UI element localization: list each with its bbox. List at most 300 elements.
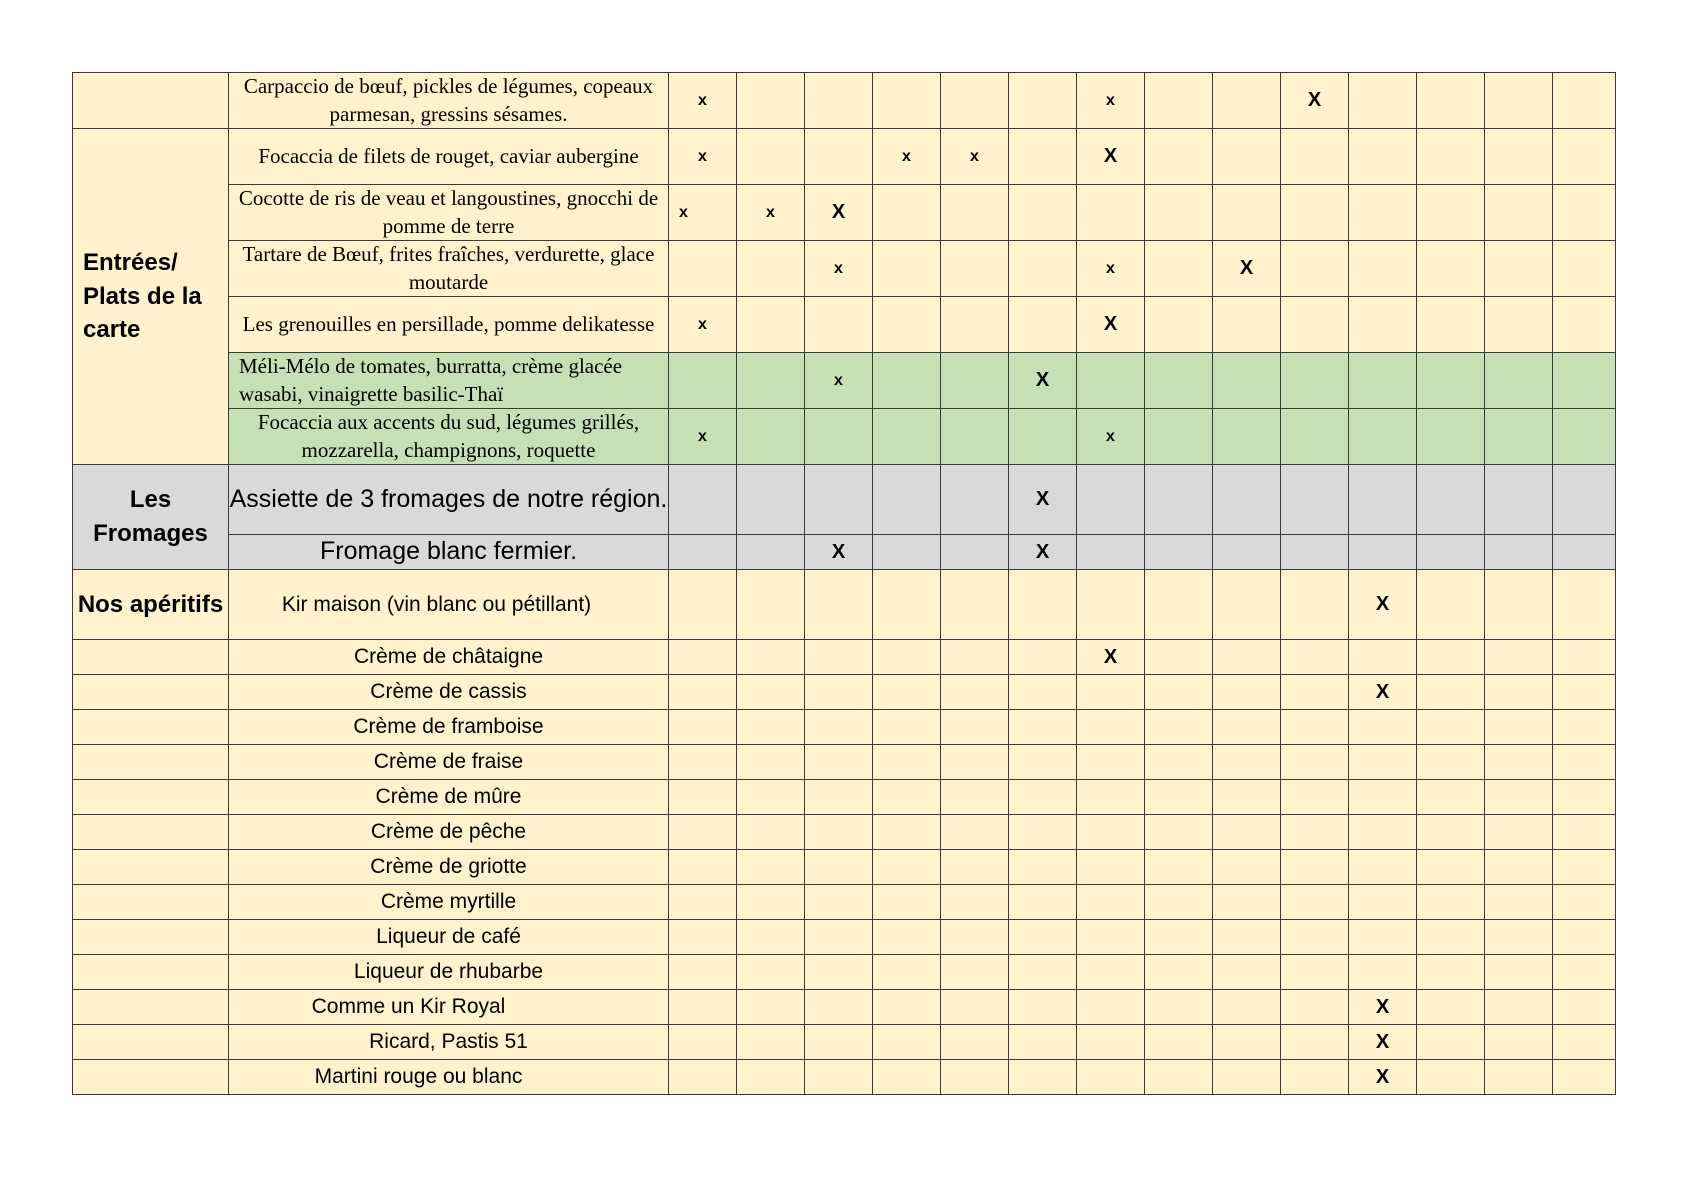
allergen-cell-empty xyxy=(1485,745,1553,780)
allergen-cell-empty xyxy=(737,920,805,955)
allergen-cell-empty xyxy=(805,780,873,815)
allergen-cell-empty xyxy=(1281,815,1349,850)
allergen-cell-empty xyxy=(1281,955,1349,990)
allergen-cell-empty xyxy=(737,465,805,535)
allergen-mark: x xyxy=(669,409,737,465)
dish-label: Crème de pêche xyxy=(229,815,669,850)
allergen-cell-empty xyxy=(1077,1060,1145,1095)
table-row xyxy=(73,241,1616,297)
allergen-cell-empty xyxy=(1281,640,1349,675)
allergen-cell-empty xyxy=(1553,73,1616,129)
allergen-cell-empty xyxy=(1145,885,1213,920)
dish-label: Tartare de Bœuf, frites fraîches, verdurette, glace moutarde xyxy=(229,241,669,297)
allergen-mark: X xyxy=(805,535,873,570)
allergen-cell-empty xyxy=(941,675,1009,710)
allergen-cell-empty xyxy=(1349,241,1417,297)
allergen-cell-empty xyxy=(1485,185,1553,241)
allergen-mark: x xyxy=(1077,73,1145,129)
allergen-cell-empty xyxy=(1349,353,1417,409)
allergen-cell-empty xyxy=(1009,1060,1077,1095)
allergen-mark: X xyxy=(805,185,873,241)
allergen-cell-empty xyxy=(737,1060,805,1095)
allergen-cell-empty xyxy=(1213,920,1281,955)
allergen-cell-empty xyxy=(805,955,873,990)
allergen-cell-empty xyxy=(941,780,1009,815)
allergen-mark: x xyxy=(941,129,1009,185)
allergen-mark: x xyxy=(669,185,737,241)
dish-label: Cocotte de ris de veau et langoustines, gnocchi de pomme de terre xyxy=(229,185,669,241)
dish-label: Crème myrtille xyxy=(229,885,669,920)
allergen-cell-empty xyxy=(941,465,1009,535)
table-row xyxy=(73,885,1616,920)
allergen-cell-empty xyxy=(873,955,941,990)
table-row xyxy=(73,185,1616,241)
allergen-cell-empty xyxy=(941,409,1009,465)
category-cell-empty xyxy=(73,675,229,710)
allergen-mark: X xyxy=(1009,353,1077,409)
allergen-cell-empty xyxy=(669,745,737,780)
allergen-cell-empty xyxy=(1485,710,1553,745)
allergen-cell-empty xyxy=(1213,185,1281,241)
allergen-cell-empty xyxy=(1009,640,1077,675)
allergen-cell-empty xyxy=(805,920,873,955)
allergen-cell-empty xyxy=(1417,815,1485,850)
table-row xyxy=(73,570,1616,640)
allergen-cell-empty xyxy=(669,885,737,920)
allergen-cell-empty xyxy=(1281,745,1349,780)
allergen-cell-empty xyxy=(1417,465,1485,535)
allergen-cell-empty xyxy=(1349,297,1417,353)
allergen-cell-empty xyxy=(1485,73,1553,129)
allergen-cell-empty xyxy=(1145,710,1213,745)
allergen-cell-empty xyxy=(1485,955,1553,990)
allergen-cell-empty xyxy=(669,955,737,990)
allergen-cell-empty xyxy=(1077,780,1145,815)
allergen-cell-empty xyxy=(1281,920,1349,955)
dish-label: Crème de châtaigne xyxy=(229,640,669,675)
dish-label xyxy=(229,990,669,1025)
allergen-cell-empty xyxy=(1213,990,1281,1025)
allergen-cell-empty xyxy=(1213,1025,1281,1060)
allergen-cell-empty xyxy=(1485,535,1553,570)
category-cell-empty xyxy=(73,710,229,745)
table-row xyxy=(73,815,1616,850)
allergen-cell-empty xyxy=(1145,640,1213,675)
allergen-cell-empty xyxy=(873,353,941,409)
table-row xyxy=(73,955,1616,990)
category-entrees: Entrées/ Plats de la carte xyxy=(73,129,229,465)
allergen-cell-empty xyxy=(1281,535,1349,570)
allergen-mark: x xyxy=(873,129,941,185)
category-cell-empty xyxy=(73,73,229,129)
allergen-cell-empty xyxy=(1553,570,1616,640)
category-cell-empty xyxy=(73,990,229,1025)
allergen-cell-empty xyxy=(941,353,1009,409)
allergen-cell-empty xyxy=(1553,1060,1616,1095)
allergen-cell-empty xyxy=(1553,885,1616,920)
table-row xyxy=(73,1060,1616,1095)
allergen-cell-empty xyxy=(873,885,941,920)
allergen-mark: x xyxy=(1077,241,1145,297)
allergen-cell-empty xyxy=(941,535,1009,570)
dish-label: Focaccia aux accents du sud, légumes grillés, mozzarella, champignons, roquette xyxy=(229,409,669,465)
allergen-mark: x xyxy=(1077,409,1145,465)
allergen-cell-empty xyxy=(1213,745,1281,780)
allergen-cell-empty xyxy=(669,990,737,1025)
allergen-cell-empty xyxy=(737,535,805,570)
dish-label: Les grenouilles en persillade, pomme delikatesse xyxy=(229,297,669,353)
allergen-mark: X xyxy=(1077,129,1145,185)
allergen-cell-empty xyxy=(669,710,737,745)
dish-label: Carpaccio de bœuf, pickles de légumes, copeaux parmesan, gressins sésames. xyxy=(229,73,669,129)
allergen-cell-empty xyxy=(1417,73,1485,129)
allergen-cell-empty xyxy=(1417,1060,1485,1095)
allergen-cell-empty xyxy=(1145,129,1213,185)
dish-label: Crème de cassis xyxy=(229,675,669,710)
allergen-cell-empty xyxy=(1281,885,1349,920)
allergen-cell-empty xyxy=(873,1060,941,1095)
allergen-cell-empty xyxy=(1145,353,1213,409)
dish-label: Assiette de 3 fromages de notre région. xyxy=(229,465,669,535)
allergen-cell-empty xyxy=(873,815,941,850)
allergen-cell-empty xyxy=(1553,640,1616,675)
allergen-cell-empty xyxy=(1213,780,1281,815)
allergen-cell-empty xyxy=(737,353,805,409)
allergen-cell-empty xyxy=(1145,185,1213,241)
allergen-mark: X xyxy=(1077,640,1145,675)
allergen-cell-empty xyxy=(1213,955,1281,990)
allergen-cell-empty xyxy=(669,353,737,409)
allergen-cell-empty xyxy=(1485,409,1553,465)
allergen-mark: X xyxy=(1349,570,1417,640)
allergen-cell-empty xyxy=(873,570,941,640)
allergen-cell-empty xyxy=(737,640,805,675)
allergen-cell-empty xyxy=(1349,409,1417,465)
allergen-cell-empty xyxy=(873,465,941,535)
allergen-cell-empty xyxy=(1281,710,1349,745)
allergen-cell-empty xyxy=(737,570,805,640)
allergen-cell-empty xyxy=(1417,675,1485,710)
allergen-cell-empty xyxy=(1553,297,1616,353)
allergen-cell-empty xyxy=(1213,675,1281,710)
allergen-cell-empty xyxy=(1553,129,1616,185)
dish-label: Fromage blanc fermier. xyxy=(229,535,669,570)
allergen-cell-empty xyxy=(941,185,1009,241)
allergen-cell-empty xyxy=(941,1025,1009,1060)
allergen-cell-empty xyxy=(1281,465,1349,535)
allergen-cell-empty xyxy=(873,73,941,129)
allergen-cell-empty xyxy=(1417,241,1485,297)
allergen-cell-empty xyxy=(1281,850,1349,885)
allergen-cell-empty xyxy=(1077,745,1145,780)
allergen-cell-empty xyxy=(941,885,1009,920)
allergen-mark: X xyxy=(1349,1060,1417,1095)
allergen-cell-empty xyxy=(805,850,873,885)
allergen-cell-empty xyxy=(1281,1025,1349,1060)
allergen-cell-empty xyxy=(805,885,873,920)
allergen-cell-empty xyxy=(1009,241,1077,297)
allergen-cell-empty xyxy=(669,640,737,675)
allergen-cell-empty xyxy=(1417,850,1485,885)
allergen-cell-empty xyxy=(737,73,805,129)
allergen-mark: x xyxy=(669,297,737,353)
allergen-cell-empty xyxy=(941,241,1009,297)
dish-label: Crème de griotte xyxy=(229,850,669,885)
dish-label: Focaccia de filets de rouget, caviar aubergine xyxy=(229,129,669,185)
allergen-cell-empty xyxy=(873,920,941,955)
allergen-cell-empty xyxy=(737,850,805,885)
allergen-cell-empty xyxy=(1485,1060,1553,1095)
category-cell-empty xyxy=(73,955,229,990)
allergen-cell-empty xyxy=(1145,920,1213,955)
allergen-cell-empty xyxy=(1485,990,1553,1025)
allergen-cell-empty xyxy=(1349,129,1417,185)
allergen-table xyxy=(72,72,1616,1095)
allergen-cell-empty xyxy=(1417,297,1485,353)
allergen-cell-empty xyxy=(1145,1025,1213,1060)
allergen-cell-empty xyxy=(1009,297,1077,353)
table-row xyxy=(73,73,1616,129)
allergen-cell-empty xyxy=(941,745,1009,780)
allergen-cell-empty xyxy=(1213,710,1281,745)
allergen-cell-empty xyxy=(1485,815,1553,850)
allergen-cell-empty xyxy=(1417,990,1485,1025)
allergen-cell-empty xyxy=(805,990,873,1025)
allergen-cell-empty xyxy=(1553,675,1616,710)
allergen-cell-empty xyxy=(737,885,805,920)
allergen-cell-empty xyxy=(1417,535,1485,570)
allergen-cell-empty xyxy=(1349,850,1417,885)
allergen-cell-empty xyxy=(1281,570,1349,640)
allergen-cell-empty xyxy=(669,920,737,955)
dish-label: Liqueur de café xyxy=(229,920,669,955)
category-cell-empty xyxy=(73,850,229,885)
allergen-cell-empty xyxy=(1281,990,1349,1025)
allergen-cell-empty xyxy=(1485,850,1553,885)
allergen-cell-empty xyxy=(1213,73,1281,129)
allergen-cell-empty xyxy=(1009,850,1077,885)
allergen-cell-empty xyxy=(1417,710,1485,745)
allergen-cell-empty xyxy=(1417,885,1485,920)
allergen-cell-empty xyxy=(1553,185,1616,241)
dish-label-text: Comme un Kir Royal xyxy=(311,995,506,1018)
allergen-cell-empty xyxy=(805,745,873,780)
table-row xyxy=(73,640,1616,675)
allergen-cell-empty xyxy=(1145,1060,1213,1095)
allergen-mark: X xyxy=(1349,990,1417,1025)
allergen-cell-empty xyxy=(1145,675,1213,710)
allergen-cell-empty xyxy=(669,815,737,850)
allergen-cell-empty xyxy=(669,241,737,297)
category-cell-empty xyxy=(73,780,229,815)
allergen-cell-empty xyxy=(1077,675,1145,710)
allergen-cell-empty xyxy=(1485,885,1553,920)
allergen-cell-empty xyxy=(1077,850,1145,885)
allergen-cell-empty xyxy=(805,815,873,850)
allergen-cell-empty xyxy=(1077,920,1145,955)
allergen-cell-empty xyxy=(1145,815,1213,850)
allergen-cell-empty xyxy=(1145,850,1213,885)
allergen-cell-empty xyxy=(1145,780,1213,815)
allergen-cell-empty xyxy=(1349,465,1417,535)
allergen-cell-empty xyxy=(873,409,941,465)
allergen-cell-empty xyxy=(1417,570,1485,640)
allergen-cell-empty xyxy=(1553,990,1616,1025)
allergen-cell-empty xyxy=(1281,185,1349,241)
category-cell-empty xyxy=(73,920,229,955)
allergen-mark: X xyxy=(1077,297,1145,353)
allergen-cell-empty xyxy=(1009,73,1077,129)
allergen-cell-empty xyxy=(1553,465,1616,535)
category-aperitifs: Nos apéritifs xyxy=(73,570,229,640)
allergen-mark: x xyxy=(805,241,873,297)
allergen-cell-empty xyxy=(941,850,1009,885)
allergen-cell-empty xyxy=(1077,990,1145,1025)
allergen-cell-empty xyxy=(1553,535,1616,570)
allergen-cell-empty xyxy=(1553,353,1616,409)
allergen-cell-empty xyxy=(1281,675,1349,710)
allergen-cell-empty xyxy=(805,675,873,710)
allergen-cell-empty xyxy=(1485,780,1553,815)
allergen-cell-empty xyxy=(805,710,873,745)
allergen-cell-empty xyxy=(1009,710,1077,745)
allergen-cell-empty xyxy=(1349,955,1417,990)
allergen-cell-empty xyxy=(941,297,1009,353)
allergen-cell-empty xyxy=(1077,710,1145,745)
allergen-cell-empty xyxy=(1213,850,1281,885)
allergen-cell-empty xyxy=(737,990,805,1025)
dish-label xyxy=(229,1060,669,1095)
allergen-cell-empty xyxy=(805,640,873,675)
dish-label-text: Kir maison (vin blanc ou pétillant) xyxy=(281,592,592,616)
category-fromages: Les Fromages xyxy=(73,465,229,570)
allergen-cell-empty xyxy=(1145,535,1213,570)
allergen-cell-empty xyxy=(1349,185,1417,241)
allergen-cell-empty xyxy=(1485,297,1553,353)
allergen-cell-empty xyxy=(1213,885,1281,920)
allergen-cell-empty xyxy=(1009,955,1077,990)
allergen-cell-empty xyxy=(1485,465,1553,535)
allergen-cell-empty xyxy=(1077,570,1145,640)
allergen-cell-empty xyxy=(1417,1025,1485,1060)
allergen-cell-empty xyxy=(1213,815,1281,850)
category-cell-empty xyxy=(73,1025,229,1060)
allergen-cell-empty xyxy=(1009,815,1077,850)
allergen-cell-empty xyxy=(1485,675,1553,710)
allergen-cell-empty xyxy=(1417,185,1485,241)
allergen-cell-empty xyxy=(1281,241,1349,297)
allergen-mark: X xyxy=(1349,1025,1417,1060)
allergen-cell-empty xyxy=(873,780,941,815)
allergen-cell-empty xyxy=(1077,815,1145,850)
allergen-mark: X xyxy=(1213,241,1281,297)
allergen-cell-empty xyxy=(1145,570,1213,640)
allergen-cell-empty xyxy=(873,241,941,297)
table-row xyxy=(73,745,1616,780)
allergen-cell-empty xyxy=(1417,745,1485,780)
allergen-cell-empty xyxy=(1281,409,1349,465)
dish-label-text: Martini rouge ou blanc xyxy=(314,1065,523,1088)
allergen-cell-empty xyxy=(873,185,941,241)
allergen-cell-empty xyxy=(941,1060,1009,1095)
allergen-cell-empty xyxy=(805,570,873,640)
allergen-cell-empty xyxy=(1213,465,1281,535)
allergen-cell-empty xyxy=(1553,241,1616,297)
table-row xyxy=(73,535,1616,570)
table-row xyxy=(73,990,1616,1025)
allergen-cell-empty xyxy=(1213,409,1281,465)
allergen-cell-empty xyxy=(1009,129,1077,185)
allergen-cell-empty xyxy=(805,129,873,185)
allergen-cell-empty xyxy=(1349,815,1417,850)
allergen-cell-empty xyxy=(737,409,805,465)
category-cell-empty xyxy=(73,885,229,920)
table-row xyxy=(73,1025,1616,1060)
dish-label: Crème de framboise xyxy=(229,710,669,745)
allergen-cell-empty xyxy=(805,297,873,353)
allergen-cell-empty xyxy=(873,745,941,780)
allergen-mark: X xyxy=(1009,535,1077,570)
allergen-cell-empty xyxy=(1009,920,1077,955)
allergen-cell-empty xyxy=(1009,185,1077,241)
allergen-cell-empty xyxy=(941,990,1009,1025)
allergen-cell-empty xyxy=(941,710,1009,745)
allergen-cell-empty xyxy=(1349,710,1417,745)
allergen-cell-empty xyxy=(805,1025,873,1060)
allergen-cell-empty xyxy=(1145,955,1213,990)
allergen-cell-empty xyxy=(737,675,805,710)
allergen-cell-empty xyxy=(873,1025,941,1060)
allergen-cell-empty xyxy=(1009,745,1077,780)
allergen-cell-empty xyxy=(1417,780,1485,815)
allergen-cell-empty xyxy=(1485,640,1553,675)
allergen-cell-empty xyxy=(941,570,1009,640)
allergen-cell-empty xyxy=(737,297,805,353)
allergen-cell-empty xyxy=(669,1060,737,1095)
allergen-cell-empty xyxy=(1077,465,1145,535)
allergen-mark: X xyxy=(1009,465,1077,535)
dish-label: Liqueur de rhubarbe xyxy=(229,955,669,990)
allergen-cell-empty xyxy=(873,640,941,675)
allergen-cell-empty xyxy=(873,297,941,353)
allergen-cell-empty xyxy=(669,780,737,815)
allergen-cell-empty xyxy=(669,1025,737,1060)
allergen-cell-empty xyxy=(1009,409,1077,465)
table-row xyxy=(73,465,1616,535)
allergen-cell-empty xyxy=(1485,570,1553,640)
allergen-cell-empty xyxy=(1077,885,1145,920)
allergen-cell-empty xyxy=(1213,353,1281,409)
allergen-cell-empty xyxy=(1417,409,1485,465)
allergen-cell-empty xyxy=(1145,241,1213,297)
allergen-cell-empty xyxy=(1213,570,1281,640)
allergen-cell-empty xyxy=(1485,1025,1553,1060)
allergen-cell-empty xyxy=(1349,885,1417,920)
allergen-cell-empty xyxy=(1485,353,1553,409)
allergen-cell-empty xyxy=(669,675,737,710)
allergen-cell-empty xyxy=(1213,1060,1281,1095)
table-row xyxy=(73,920,1616,955)
allergen-cell-empty xyxy=(1281,1060,1349,1095)
allergen-cell-empty xyxy=(737,815,805,850)
allergen-cell-empty xyxy=(1553,920,1616,955)
allergen-cell-empty xyxy=(1009,780,1077,815)
allergen-cell-empty xyxy=(1077,955,1145,990)
allergen-cell-empty xyxy=(1417,353,1485,409)
table-row xyxy=(73,850,1616,885)
allergen-cell-empty xyxy=(1213,535,1281,570)
allergen-cell-empty xyxy=(1553,850,1616,885)
